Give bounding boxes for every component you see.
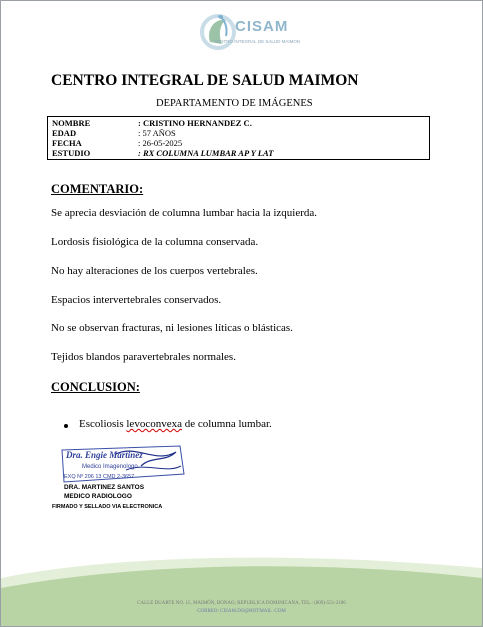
conclusion-heading: CONCLUSION: [51, 380, 140, 394]
conclusion-rest: de columna lumbar. [184, 418, 272, 430]
doctor-name: DRA. MARTINEZ SANTOS [64, 484, 145, 491]
footer-address: CALLE DUARTE NO. 15, MAIMÓN, BONAO, REPUBLICA DOMINICANA, TEL.: (809)-551-2186 [137, 601, 346, 606]
info-value: : RX COLUMNA LUMBAR AP Y LAT [138, 148, 274, 158]
patient-info-box [47, 116, 430, 160]
finding-text: No se observan fracturas, ni lesiones líticas o blásticas. [51, 322, 293, 334]
bullet-icon [64, 424, 68, 428]
comment-heading: COMENTARIO: [51, 182, 144, 196]
finding-text: Se aprecia desviación de columna lumbar hacia la izquierda. [51, 207, 318, 219]
finding-text: No hay alteraciones de los cuerpos vertebrales. [51, 265, 258, 277]
finding-text: Lordosis fisiológica de la columna conservada. [51, 236, 259, 248]
doctor-stamp-icon [56, 444, 188, 488]
info-value: : 26-05-2025 [138, 138, 183, 148]
doctor-title: MEDICO RADIOLOGO [64, 493, 132, 500]
logo-name: CISAM [235, 18, 289, 35]
page-title: CENTRO INTEGRAL DE SALUD MAIMON [51, 72, 359, 89]
footer-email: CORREO: CISAM.DO@HOTMAIL .COM [197, 609, 286, 614]
conclusion-word: Escoliosis [79, 418, 124, 430]
logo-tagline: CENTRO INTEGRAL DE SALUD MAIMON [214, 39, 301, 44]
stamp-role: Medico Imagenologo [82, 464, 138, 470]
info-label: FECHA [52, 138, 82, 148]
signed-note: FIRMADO Y SELLADO VIA ELECTRONICA [52, 504, 163, 510]
info-value: : CRISTINO HERNANDEZ C. [138, 118, 252, 128]
info-label: ESTUDIO [52, 148, 91, 158]
finding-text: Tejidos blandos paravertebrales normales. [51, 351, 236, 363]
footer-wave-decoration [1, 548, 482, 626]
info-value: : 57 AÑOS [138, 128, 176, 138]
conclusion-text [79, 418, 272, 430]
stamp-exeq: EXQ Nº 206 13 CMD 2-3657 [64, 474, 135, 480]
department-subtitle: DEPARTAMENTO DE IMÁGENES [156, 98, 313, 109]
info-label: NOMBRE [52, 118, 91, 128]
finding-text: Espacios intervertebrales conservados. [51, 294, 222, 306]
info-label: EDAD [52, 128, 77, 138]
spellcheck-word: levoconvexa [126, 418, 182, 430]
stamp-name: Dra. Engie Martinez [66, 450, 143, 460]
